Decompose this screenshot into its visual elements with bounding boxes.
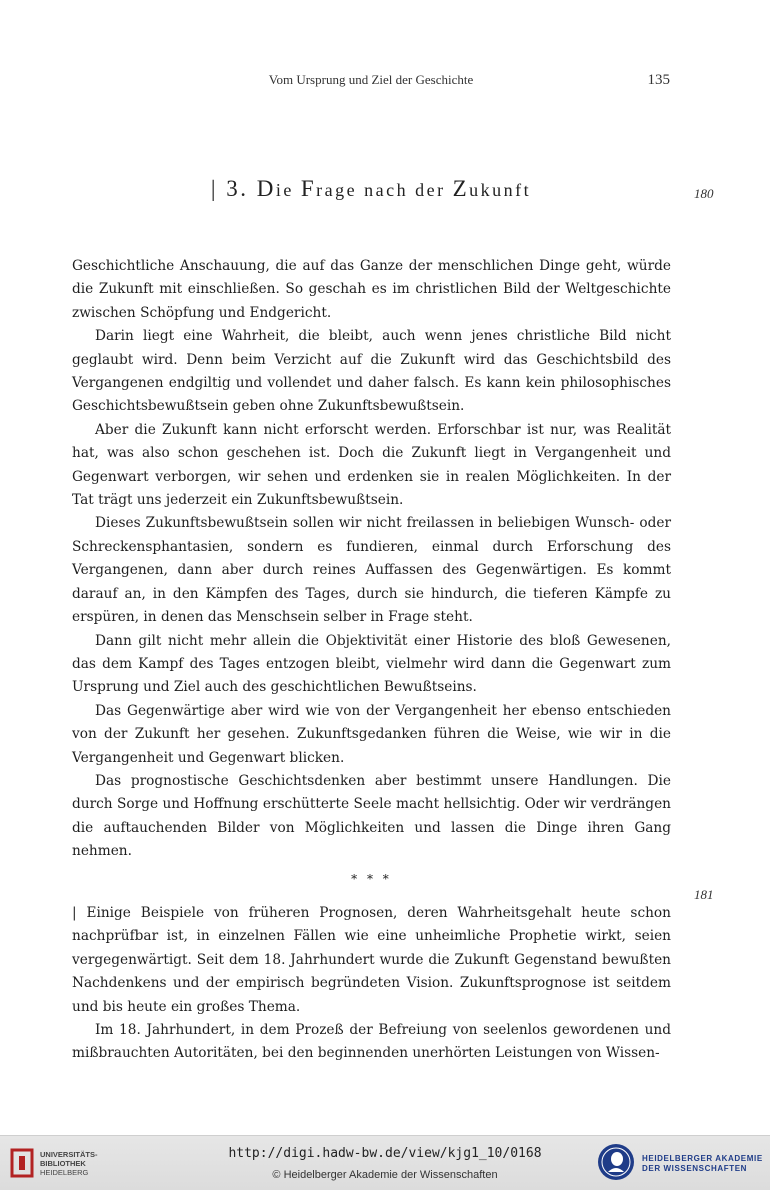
hadw-logo-text: HEIDELBERGER AKADEMIE DER WISSENSCHAFTEN	[642, 1154, 763, 1173]
paragraph: | Einige Beispiele von früheren Prognosen, deren Wahrheitsgehalt heute schon nachprüfbar ist, in einzelnen Fällen wie eine unheimliche Prophetie wirkt, seien vergegenwärtigt. Seit dem 18. Jahrhundert wurde die Zukunft Gegenstand bewußten Nachdenkens und der empirisch begründeten Vision. Zukunftsprognose ist seitdem und bis heute ein großes Thema.	[72, 904, 671, 1015]
permalink-url[interactable]: http://digi.hadw-bw.de/view/kjg1_10/0168	[228, 1146, 542, 1161]
paragraph: Dann gilt nicht mehr allein die Objektivität einer Historie des bloß Gewesenen, das dem Kampf des Tages entzogen bleibt, vielmehr wird dann die Gegenwart zum Ursprung und Ziel auch des geschichtlichen Bewußtseins.	[72, 632, 671, 696]
paragraph: Geschichtliche Anschauung, die auf das Ganze der menschlichen Dinge geht, würde die Zukunft mit einschließen. So geschah es im christlichen Bild der Weltgeschichte zwischen Schöpfung und Endgericht.	[72, 258, 671, 321]
title-initial: Z	[452, 176, 470, 201]
margin-page-note: 181	[694, 887, 714, 902]
ub-logo-text: UNIVERSITÄTS- BIBLIOTHEK HEIDELBERG	[40, 1150, 98, 1177]
paragraph: Das Gegenwärtige aber wird wie von der Vergangenheit her ebenso entschieden von der Zukunft her gesehen. Zukunftsgedanken führen die Weise, wie wir in die Vergangenheit und Gegenwart blicken.	[72, 702, 671, 766]
paragraph: Im 18. Jahrhundert, in dem Prozeß der Befreiung von seelenlos gewordenen und mißbrauchten Autoritäten, bei den beginnenden unerhörten Leistungen von Wissen-	[72, 1022, 671, 1062]
viewer-footer	[0, 1135, 770, 1190]
hadw-logo[interactable]	[596, 1142, 766, 1184]
body-text	[72, 255, 671, 1066]
title-initial: F	[300, 176, 317, 201]
title-smallcaps: ie	[275, 180, 301, 200]
paragraph: Dieses Zukunftsbewußtsein sollen wir nicht freilassen in beliebigen Wunsch- oder Schreckensphantasien, sondern es fundieren, einmal durch Erforschung des Vergangenen, dann aber durch reines Auffassen des Gegenwärtigen. Es kommt darauf an, in den Kämpfen des Tages, durch sie hindurch, die tieferen Kämpfe zu erspüren, in denen das Menschsein selber in Frage steht.	[72, 515, 671, 626]
chapter-title	[72, 176, 670, 202]
margin-page-note: 180	[694, 186, 714, 201]
paragraph: Darin liegt eine Wahrheit, die bleibt, auch wenn jenes christliche Bild nicht geglaubt wird. Denn beim Verzicht auf die Zukunft wird das Geschichtsbild des Vergangenen endgiltig und vollendet und daher falsch. Es kann kein philosophisches Geschichtsbewußtsein geben ohne Zukunftsbewußtsein.	[72, 328, 671, 415]
running-header	[72, 72, 670, 92]
title-initial: D	[256, 176, 276, 201]
paragraph: Aber die Zukunft kann nicht erforscht werden. Erforschbar ist nur, was Realität hat, was also schon geschehen ist. Doch die Zukunft liegt in Vergangenheit und Gegenwart verborgen, wir sehen und erdenken sie in realen Möglichkeiten. In der Tat trägt uns jederzeit ein Zukunftsbewußtsein.	[72, 421, 671, 509]
section-separator: * * *	[351, 871, 392, 886]
title-smallcaps: rage nach der	[316, 180, 453, 200]
page-break-marker: |	[210, 176, 227, 201]
academy-seal-icon	[596, 1142, 636, 1182]
running-title: Vom Ursprung und Ziel der Geschichte	[268, 72, 474, 87]
page-number: 135	[647, 72, 670, 88]
paragraph: Das prognostische Geschichtsdenken aber bestimmt unsere Handlungen. Die durch Sorge und Hoffnung erschütterte Seele macht hellsichtig. Oder wir verdrängen die auftauchenden Bilder von Möglichkeiten und lassen die Dinge ihren Gang nehmen.	[72, 772, 671, 860]
chapter-number: 3.	[226, 176, 257, 201]
title-smallcaps: ukunft	[469, 180, 532, 200]
copyright-notice: © Heidelberger Akademie der Wissenschaften	[272, 1169, 498, 1181]
